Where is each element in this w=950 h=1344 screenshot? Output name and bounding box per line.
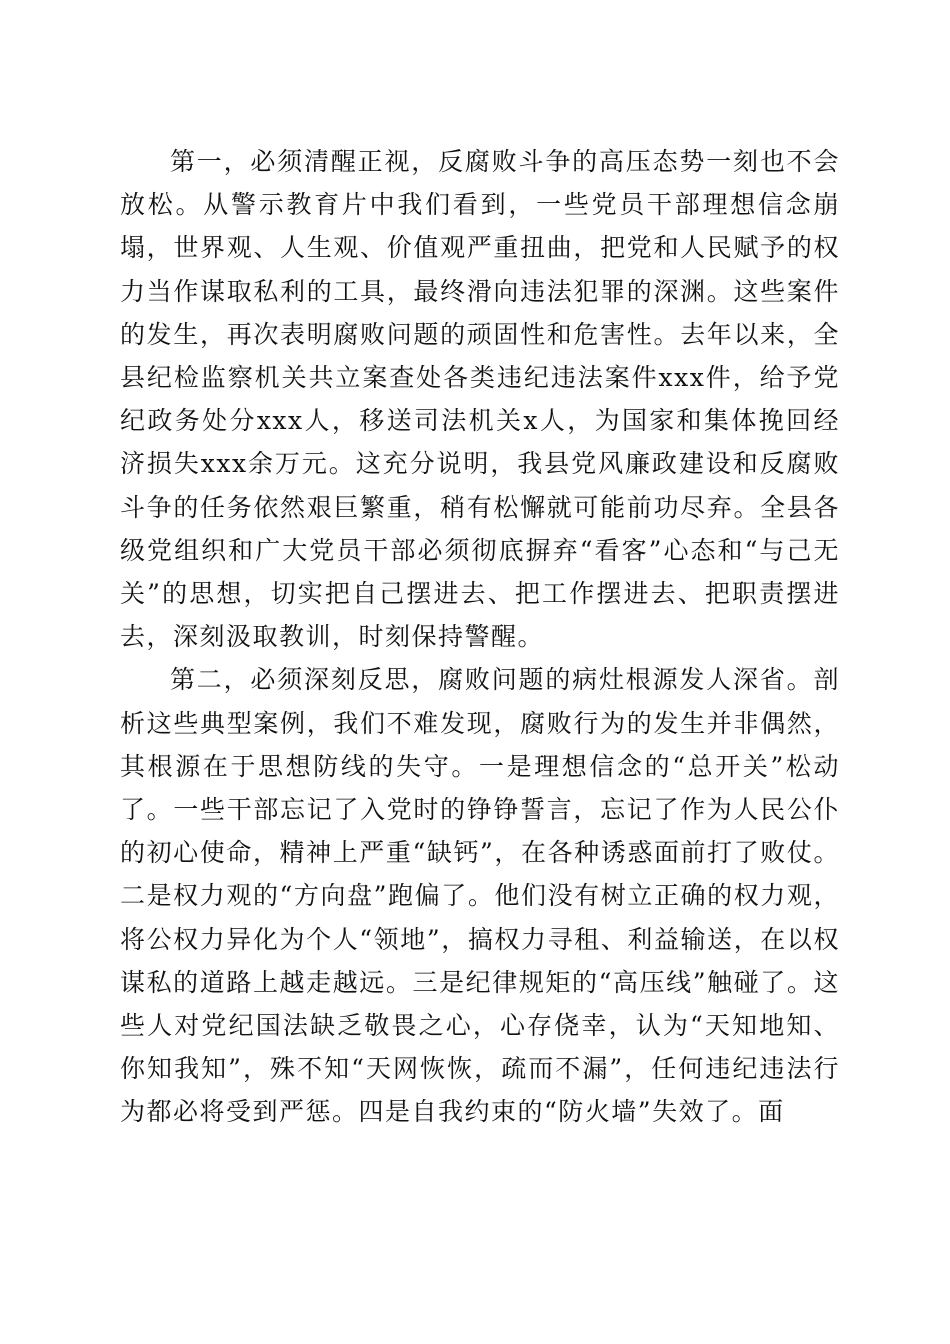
paragraph-second: 第二，必须深刻反思，腐败问题的病灶根源发人深省。剖析这些典型案例，我们不难发现，腐败行为的发生并非偶然，其根源在于思想防线的失守。一是理想信念的“总开关”松动了。一些干部忘记了入党时的铮铮誓言，忘记了作为人民公仆的初心使命，精神上严重“缺钙”，在各种诱惑面前打了败仗。二是权力观的“方向盘”跑偏了。他们没有树立正确的权力观，将公权力异化为个人“领地”，搞权力寻租、利益输送，在以权谋私的道路上越走越远。三是纪律规矩的“高压线”触碰了。这些人对党纪国法缺乏敬畏之心，心存侥幸，认为“天知地知、你知我知”，殊不知“天网恢恢，疏而不漏”，任何违纪违法行为都必将受到严惩。四是自我约束的“防火墙”失效了。面 bbox=[120, 665, 840, 1127]
document-body bbox=[120, 140, 840, 1134]
paragraph-first: 第一，必须清醒正视，反腐败斗争的高压态势一刻也不会放松。从警示教育片中我们看到，一些党员干部理想信念崩塌，世界观、人生观、价值观严重扭曲，把党和人民赋予的权力当作谋取私利的工具，最终滑向违法犯罪的深渊。这些案件的发生，再次表明腐败问题的顽固性和危害性。去年以来，全县纪检监察机关共立案查处各类违纪违法案件xxx件，给予党纪政务处分xxx人，移送司法机关x人，为国家和集体挽回经济损失xxx余万元。这充分说明，我县党风廉政建设和反腐败斗争的任务依然艰巨繁重，稍有松懈就可能前功尽弃。全县各级党组织和广大党员干部必须彻底摒弃“看客”心态和“与己无关”的思想，切实把自己摆进去、把工作摆进去、把职责摆进去，深刻汲取教训，时刻保持警醒。 bbox=[120, 147, 840, 652]
